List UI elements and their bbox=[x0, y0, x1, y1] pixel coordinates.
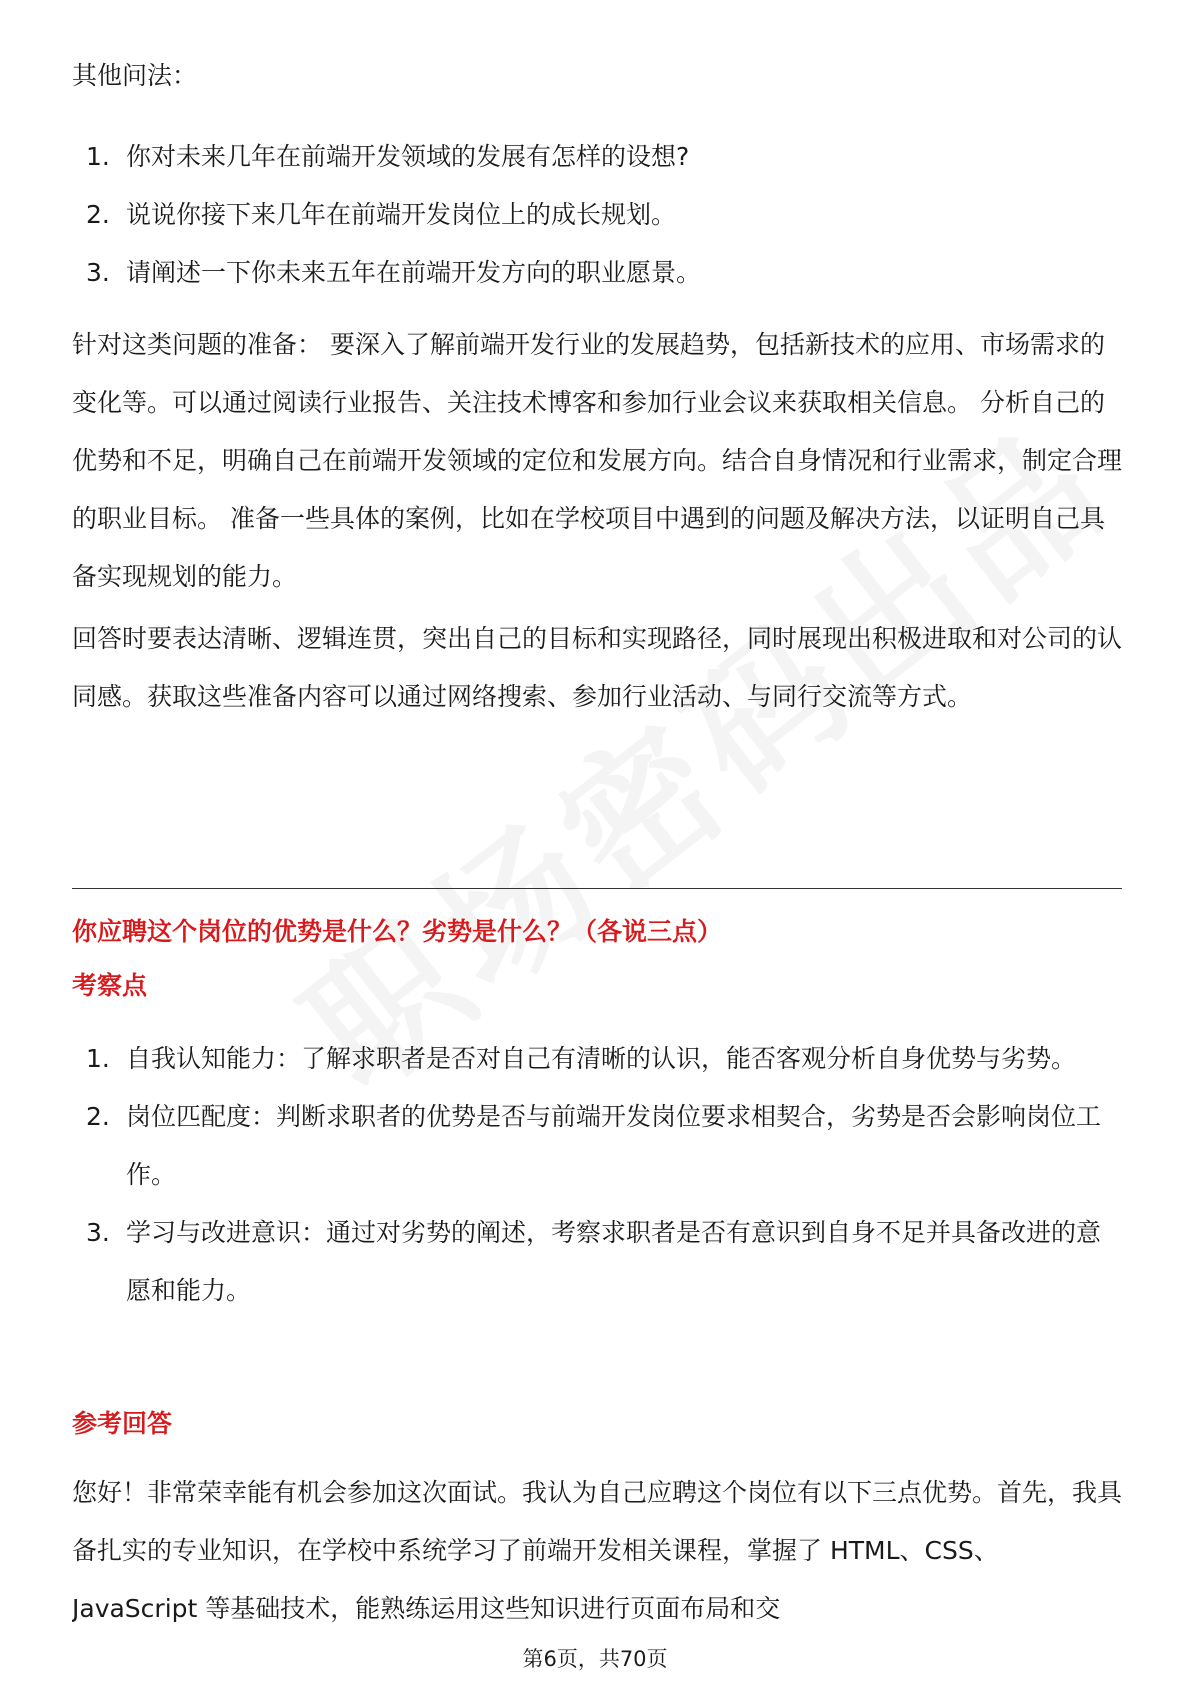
focus-heading: 考察点 bbox=[72, 971, 148, 1000]
reference-heading: 参考回答 bbox=[72, 1409, 173, 1438]
list-item bbox=[72, 1204, 1122, 1320]
list-text: 自我认知能力：了解求职者是否对自己有清晰的认识，能否客观分析自身优势与劣势。 bbox=[126, 1044, 1077, 1073]
list-number: 2. bbox=[86, 200, 110, 229]
list-text: 学习与改进意识：通过对劣势的阐述，考察求职者是否有意识到自身不足并具备改进的意愿和能力。 bbox=[126, 1218, 1102, 1305]
list-item bbox=[72, 244, 1122, 302]
reference-answer-paragraph: 您好！非常荣幸能有机会参加这次面试。我认为自己应聘这个岗位有以下三点优势。首先，我具备扎实的专业知识，在学校中系统学习了前端开发相关课程，掌握了 HTML、CSS、JavaScript 等基础技术，能熟练运用这些知识进行页面布局和交 bbox=[72, 1478, 1122, 1623]
list-text: 说说你接下来几年在前端开发岗位上的成长规划。 bbox=[126, 200, 677, 229]
list-number: 2. bbox=[86, 1102, 110, 1131]
focus-points-list bbox=[72, 1030, 1122, 1320]
other-asks-label: 其他问法： bbox=[72, 61, 198, 90]
list-text: 岗位匹配度：判断求职者的优势是否与前端开发岗位要求相契合，劣势是否会影响岗位工作。 bbox=[126, 1102, 1102, 1189]
list-number: 1. bbox=[86, 1044, 110, 1073]
list-number: 3. bbox=[86, 258, 110, 287]
list-item bbox=[72, 128, 1122, 186]
list-item bbox=[72, 1030, 1122, 1088]
preparation-paragraph: 针对这类问题的准备： 要深入了解前端开发行业的发展趋势，包括新技术的应用、市场需求的变化等。可以通过阅读行业报告、关注技术博客和参加行业会议来获取相关信息。 分析自己的优势和不足，明确自己在前端开发领域的定位和发展方向。结合自身情况和行业需求，制定合理的职业目标。 准备一些具体的案例，比如在学校项目中遇到的问题及解决方法，以证明自己具备实现规划的能力。 bbox=[72, 330, 1123, 591]
page-footer: 第6页，共70页 bbox=[522, 1647, 668, 1671]
list-item bbox=[72, 1088, 1122, 1204]
list-item bbox=[72, 186, 1122, 244]
list-text: 你对未来几年在前端开发领域的发展有怎样的设想? bbox=[126, 142, 690, 171]
answer-tips-paragraph: 回答时要表达清晰、逻辑连贯，突出自己的目标和实现路径，同时展现出积极进取和对公司的认同感。获取这些准备内容可以通过网络搜索、参加行业活动、与同行交流等方式。 bbox=[72, 624, 1123, 711]
other-asks-list bbox=[72, 128, 1122, 302]
list-text: 请阐述一下你未来五年在前端开发方向的职业愿景。 bbox=[126, 258, 702, 287]
list-number: 1. bbox=[86, 142, 110, 171]
question-title: 你应聘这个岗位的优势是什么？劣势是什么？（各说三点） bbox=[72, 917, 723, 946]
section-divider bbox=[72, 888, 1122, 889]
list-number: 3. bbox=[86, 1218, 110, 1247]
